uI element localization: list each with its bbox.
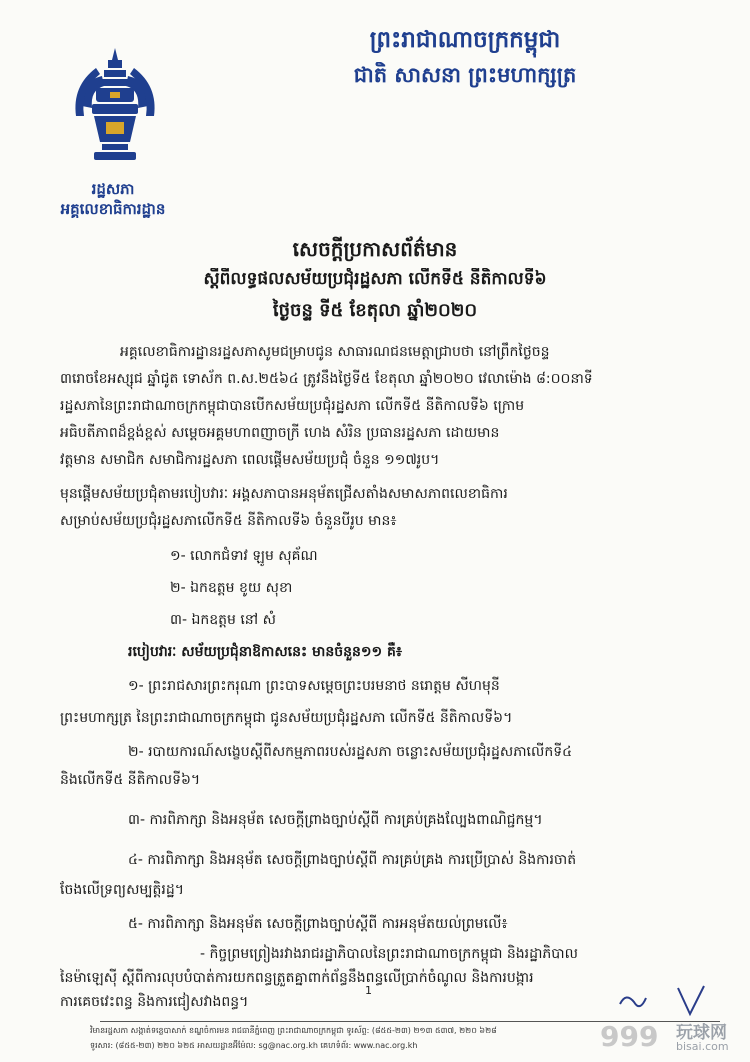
agenda-item: ព្រះមហាក្សត្រ នៃព្រះរាជាណាចក្រកម្ពុជា ជូនសម័យប្រជុំរដ្ឋសភា លើកទី៥ នីតិកាលទី៦។: [60, 710, 513, 726]
page-number: 1: [365, 984, 372, 997]
watermark-number: 999: [600, 1020, 659, 1053]
footer-contact: ទូរសារ: (៨៥៥-២៣) ២២០ ៦២៥ អាសយដ្ឋានអ៊ីម៉ែល: sg@nac.org.kh គេហទំព័រ: www.nac.org.kh: [90, 1041, 418, 1050]
doc-date: ថ្ងៃចន្ទ ទី៥ ខែតុលា ឆ្នាំ២០២០: [272, 300, 478, 321]
watermark-site: bisai.com: [676, 1040, 729, 1053]
body-line: រដ្ឋសភានៃព្រះរាជាណាចក្រកម្ពុជាបានបើកសម័យប្រជុំរដ្ឋសភា លើកទី៥ នីតិកាលទី៦ ក្រោម: [60, 398, 525, 414]
footer-address: វិមានរដ្ឋសភា សង្កាត់ទន្លេបាសាក់ ខណ្ឌចំការមន រាជធានីភ្នំពេញ ព្រះរាជាណាចក្រកម្ពុជា ទូរស័ព្ទ: (៨៥៥-២៣) ២១៣ ៥៣៧, ២២០ ៦២៨: [90, 1026, 497, 1035]
org-department: អគ្គលេខាធិការដ្ឋាន: [60, 200, 166, 218]
body-line: ៣រោចខែអស្សុជ ឆ្នាំជូត ទោស័ក ព.ស.២៥៦៤ ត្រូវនឹងថ្ងៃទី៥ ខែតុលា ឆ្នាំ២០២០ វេលាម៉ោង ៨:០០នាទី: [60, 371, 593, 387]
agenda-item: ៤- ការពិភាក្សា និងអនុម័ត សេចក្តីព្រាងច្បាប់ស្តីពី ការគ្រប់គ្រង ការប្រើប្រាស់ និងការចាត់: [128, 852, 577, 868]
kingdom-heading: ព្រះរាជាណាចក្រកម្ពុជា: [369, 26, 561, 53]
agenda-item: ១- ព្រះរាជសារព្រះករុណា ព្រះបាទសម្តេចព្រះបរមនាថ នរោត្តម សីហមុនី: [128, 678, 500, 694]
watermark-brand: 玩球网: [676, 1023, 727, 1043]
member-item: ១- លោកជំទាវ ឡូម សុគ័ណ: [170, 548, 318, 564]
doc-title: សេចក្តីប្រកាសព័ត៌មាន: [292, 237, 458, 261]
agenda-item: ៣- ការពិភាក្សា និងអនុម័ត សេចក្តីព្រាងច្បាប់ស្តីពី ការគ្រប់គ្រងល្បែងពាណិជ្ជកម្ម។: [128, 812, 543, 828]
member-item: ៣- ឯកឧត្តម នៅ សំ: [170, 612, 276, 628]
watermark: [600, 1018, 740, 1058]
body-line: មុនផ្តើមសម័យប្រជុំតាមរបៀបវារៈ អង្គសភាបានអនុម័តជ្រើសតាំងសមាសភាពលេខាធិការ: [60, 486, 508, 502]
body-line: អធិបតីភាពដ៏ខ្ពង់ខ្ពស់ សម្តេចអគ្គមហាពញាចក្រី ហេង សំរិន ប្រធានរដ្ឋសភា ដោយមាន: [60, 425, 500, 441]
agenda-item: ២- របាយការណ៍សង្ខេបស្តីពីសកម្មភាពរបស់រដ្ឋសភា ចន្លោះសម័យប្រជុំរដ្ឋសភាលើកទី៤: [128, 744, 573, 760]
agenda-item: ៥- ការពិភាក្សា និងអនុម័ត សេចក្តីព្រាងច្បាប់ស្តីពី ការអនុម័តយល់ព្រមលើ៖: [128, 916, 508, 932]
agenda-item: និងលើកទី៥ នីតិកាលទី៦។: [60, 772, 201, 788]
agenda-subitem: នៃម៉ាឡេស៊ី ស្តីពីការលុបបំបាត់ការយកពន្ធត្រួតគ្នាពាក់ព័ន្ធនឹងពន្ធលើប្រាក់ចំណូល និងការបង្ការ: [60, 970, 534, 986]
body-line: សម្រាប់សម័យប្រជុំរដ្ឋសភាលើកទី៥ នីតិកាលទី៦ ចំនួនបីរូប មាន៖: [60, 513, 397, 529]
agenda-subitem: - កិច្ចព្រមព្រៀងរវាងរាជរដ្ឋាភិបាលនៃព្រះរាជាណាចក្រកម្ពុជា និងរដ្ឋាភិបាល: [200, 946, 578, 962]
agenda-item: ចែងលើទ្រព្យសម្បត្តិរដ្ឋ។: [60, 882, 184, 898]
national-motto: ជាតិ សាសនា ព្រះមហាក្សត្រ: [353, 62, 577, 87]
body-line: អគ្គលេខាធិការដ្ឋានរដ្ឋសភាសូមជម្រាបជូន សាធារណជនមេត្តាជ្រាបថា នៅព្រឹកថ្ងៃចន្ទ: [120, 344, 550, 360]
org-name: រដ្ឋសភា: [91, 180, 135, 198]
body-line: វត្តមាន សមាជិក សមាជិការដ្ឋសភា ពេលផ្តើមសម័យប្រជុំ ចំនួន ១១៧រូប។: [60, 452, 440, 468]
agenda-heading: របៀបវារៈ សម័យប្រជុំនាឱកាសនេះ មានចំនួន១១ គឺ៖: [128, 644, 403, 660]
doc-subtitle: ស្តីពីលទ្ធផលសម័យប្រជុំរដ្ឋសភា លើកទី៥ នីតិកាលទី៦: [203, 269, 547, 289]
signature-mark: [612, 982, 722, 1022]
agenda-subitem: ការគេចវេះពន្ធ និងការជៀសវាងពន្ធ។: [60, 994, 249, 1010]
member-item: ២- ឯកឧត្តម ខូយ សុខា: [170, 580, 293, 596]
royal-emblem-icon: [72, 46, 158, 166]
